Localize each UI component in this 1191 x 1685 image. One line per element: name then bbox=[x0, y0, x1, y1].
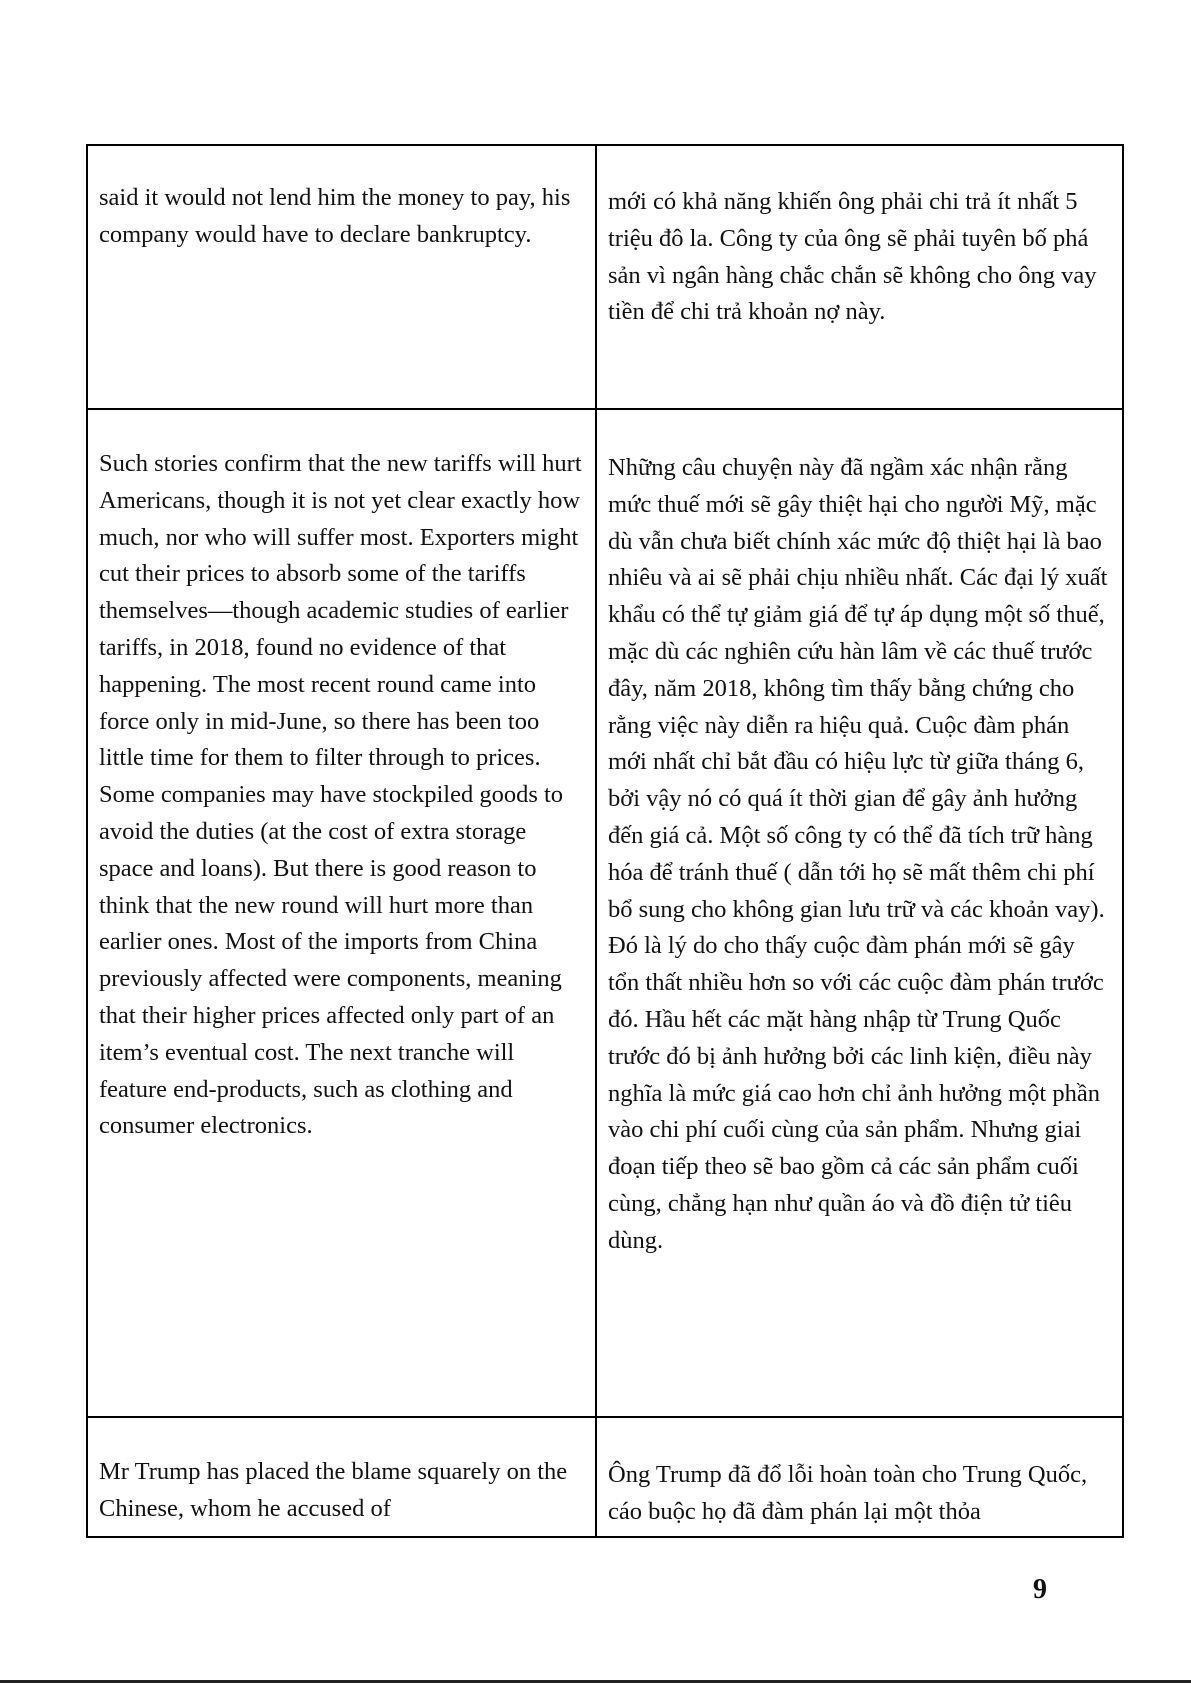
table-row bbox=[87, 409, 1123, 1417]
table-row bbox=[87, 145, 1123, 409]
english-cell bbox=[87, 409, 596, 1417]
vietnamese-cell bbox=[596, 409, 1123, 1417]
page-number: 9 bbox=[1033, 1574, 1047, 1605]
translation-table bbox=[86, 144, 1124, 1538]
english-cell bbox=[87, 145, 596, 409]
english-text: said it would not lend him the money to pay, his company would have to declare bankruptcy. bbox=[99, 184, 571, 248]
table-row bbox=[87, 1417, 1123, 1537]
vietnamese-cell bbox=[596, 145, 1123, 409]
vietnamese-cell bbox=[596, 1417, 1123, 1537]
english-cell bbox=[87, 1417, 596, 1537]
vietnamese-text: Ông Trump đã đổ lỗi hoàn toàn cho Trung Quốc, cáo buộc họ đã đàm phán lại một thỏa bbox=[608, 1461, 1088, 1525]
vietnamese-text: Những câu chuyện này đã ngầm xác nhận rằng mức thuế mới sẽ gây thiệt hại cho người Mỹ, mặc dù vẫn chưa biết chính xác mức độ thiệt hại là bao nhiêu và ai sẽ phải chịu nhiều nhất. Các đại lý xuất khẩu có thể tự giảm giá để tự áp dụng một số thuế, mặc dù các nghiên cứu hàn lâm về các thuế trước đây, năm 2018, không tìm thấy bằng chứng cho rằng việc này diễn ra hiệu quả. Cuộc đàm phán mới nhất chỉ bắt đầu có hiệu lực từ giữa tháng 6, bởi vậy nó có quá ít thời gian để gây ảnh hưởng đến giá cả. Một số công ty có thể đã tích trữ hàng hóa để tránh thuế ( dẫn tới họ sẽ mất thêm chi phí bổ sung cho không gian lưu trữ và các khoản vay). Đó là lý do cho thấy cuộc đàm phán mới sẽ gây tổn thất nhiều hơn so với các cuộc đàm phán trước đó. Hầu hết các mặt hàng nhập từ Trung Quốc trước đó bị ảnh hưởng bởi các linh kiện, điều này nghĩa là mức giá cao hơn chỉ ảnh hưởng một phần vào chi phí cuối cùng của sản phẩm. Nhưng giai đoạn tiếp theo sẽ bao gồm cả các sản phẩm cuối cùng, chẳng hạn như quần áo và đồ điện tử tiêu dùng. bbox=[608, 454, 1108, 1254]
vietnamese-text: mới có khả năng khiến ông phải chi trả ít nhất 5 triệu đô la. Công ty của ông sẽ phải tuyên bố phá sản vì ngân hàng chắc chắn sẽ không cho ông vay tiền để chi trả khoản nợ này. bbox=[608, 188, 1097, 326]
scan-edge-line bbox=[0, 1680, 1191, 1683]
english-text: Mr Trump has placed the blame squarely on the Chinese, whom he accused of bbox=[99, 1458, 568, 1522]
english-text: Such stories confirm that the new tariffs will hurt Americans, though it is not yet clear exactly how much, nor who will suffer most. Exporters might cut their prices to absorb some of the tariffs themselves—though academic studies of earlier tariffs, in 2018, found no evidence of that happening. The most recent round came into force only in mid-June, so there has been too little time for them to filter through to prices. Some companies may have stockpiled goods to avoid the duties (at the cost of extra storage space and loans). But there is good reason to think that the new round will hurt more than earlier ones. Most of the imports from China previously affected were components, meaning that their higher prices affected only part of an item’s eventual cost. The next tranche will feature end-products, such as clothing and consumer electronics. bbox=[99, 450, 582, 1140]
